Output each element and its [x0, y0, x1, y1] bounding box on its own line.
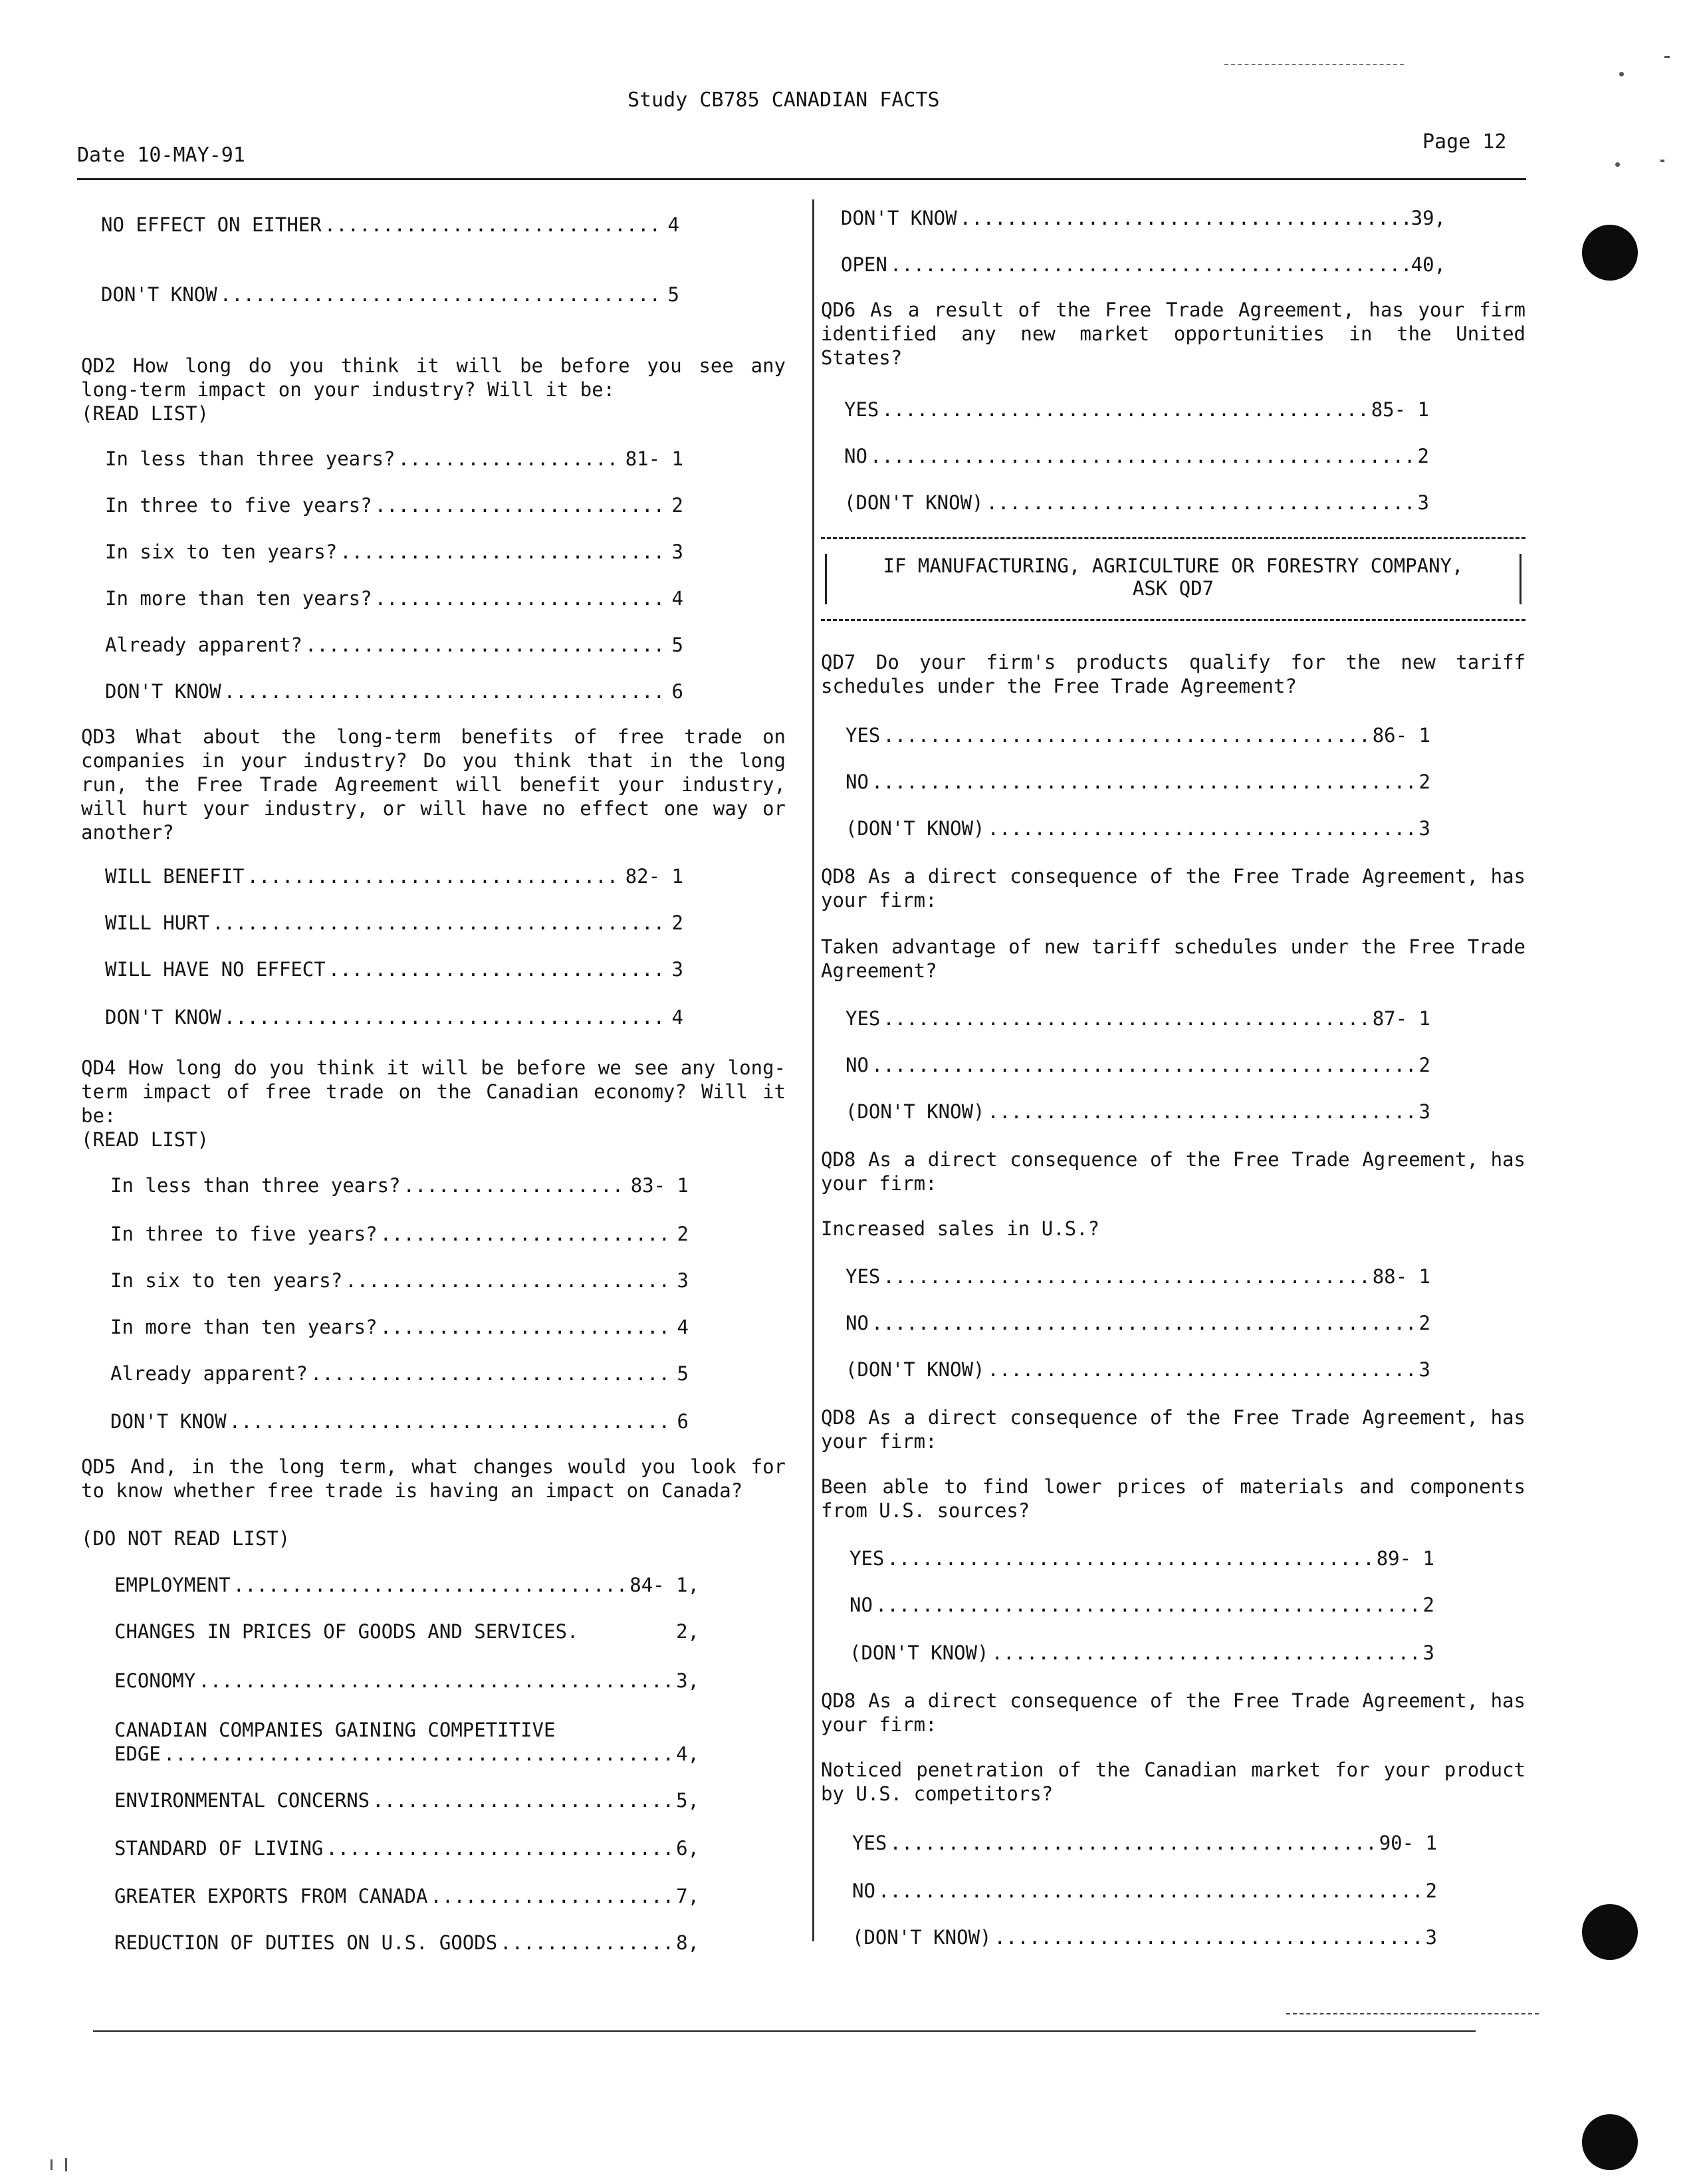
option-dont-know: DON'T KNOW ..... 6 [110, 1409, 689, 1433]
option-no: NO ..... 2 [846, 1053, 1430, 1077]
option-yes: YES ..... 88- 1 [846, 1265, 1430, 1288]
punch-hole [1582, 1904, 1638, 1960]
skip-instruction-line1: IF MANUFACTURING, AGRICULTURE OR FORESTRY COMPANY, [883, 554, 1464, 577]
option-prices: CHANGES IN PRICES OF GOODS AND SERVICES. 2, [114, 1620, 699, 1643]
option-standard-of-living: STANDARD OF LIVING ..... 6, [114, 1836, 699, 1860]
option-six-to-ten: In six to ten years? ..... 3 [105, 540, 683, 564]
question-qd3: QD3 What about the long-term benefits of free trade on companies in your industry? Do you think that in the long run, the Free Trade Agreement will benefit your industry, will hurt your industry, or will have no effect one way or another? [81, 725, 786, 844]
option-no: NO ..... 2 [849, 1593, 1434, 1617]
question-qd8-item: Increased sales in U.S.? [821, 1217, 1100, 1240]
footer-dashed-rule [1286, 2013, 1539, 2014]
scan-mark [1619, 72, 1624, 76]
option-open: OPEN ..... 40, [841, 253, 1446, 277]
document-date: Date 10-MAY-91 [77, 144, 245, 167]
question-qd6: QD6 As a result of the Free Trade Agreement, has your firm identified any new market opportunities in the United States? [821, 299, 1525, 369]
option-reduction-of-duties: REDUCTION OF DUTIES ON U.S. GOODS ..... 8, [114, 1931, 699, 1955]
scan-mark [1660, 160, 1664, 162]
question-qd8-intro: QD8 As a direct consequence of the Free Trade Agreement, has your firm: [821, 1406, 1525, 1453]
scan-mark [1664, 56, 1670, 58]
question-qd5: QD5 And, in the long term, what changes would you look for to know whether free trade is having an impact on Canada? [81, 1455, 786, 1502]
option-already-apparent: Already apparent? ..... 5 [105, 633, 683, 657]
option-no: NO ..... 2 [844, 444, 1429, 468]
option-already-apparent: Already apparent? ..... 5 [110, 1362, 689, 1386]
option-environmental: ENVIRONMENTAL CONCERNS ..... 5, [114, 1788, 699, 1812]
option-greater-exports: GREATER EXPORTS FROM CANADA ..... 7, [114, 1884, 699, 1908]
option-dont-know: (DON'T KNOW) ..... 3 [844, 491, 1429, 515]
question-qd8-intro: QD8 As a direct consequence of the Free Trade Agreement, has your firm: [821, 1689, 1525, 1736]
scan-mark [51, 2159, 53, 2170]
option-dont-know: DON'T KNOW ..... 6 [105, 679, 683, 703]
skip-instruction-line2: ASK QD7 [1132, 577, 1214, 600]
header-rule [77, 178, 1526, 180]
option-dont-know: (DON'T KNOW) ..... 3 [846, 1358, 1430, 1382]
option-no-effect-either: NO EFFECT ON EITHER ..... 4 [101, 213, 679, 237]
scan-mark [65, 2158, 67, 2171]
page-number: Page 12 [1422, 130, 1507, 154]
instruction-do-not-read-list: (DO NOT READ LIST) [81, 1527, 290, 1550]
option-yes: YES ..... 89- 1 [849, 1546, 1434, 1570]
scan-mark [1224, 64, 1404, 65]
option-dont-know: (DON'T KNOW) ..... 3 [846, 816, 1430, 840]
option-dont-know: (DON'T KNOW) ..... 3 [852, 1925, 1437, 1949]
option-three-to-five: In three to five years? ..... 2 [110, 1222, 689, 1246]
option-competitive-edge-line1: CANADIAN COMPANIES GAINING COMPETITIVE [114, 1719, 556, 1741]
question-qd7: QD7 Do your firm's products qualify for the new tariff schedules under the Free Trade Agreement? [821, 651, 1525, 697]
option-employment: EMPLOYMENT ..... 84- 1, [114, 1573, 699, 1597]
option-no-effect: WILL HAVE NO EFFECT ..... 3 [105, 957, 683, 981]
question-qd8-intro: QD8 As a direct consequence of the Free Trade Agreement, has your firm: [821, 1148, 1525, 1195]
option-yes: YES ..... 90- 1 [852, 1831, 1437, 1855]
punch-hole [1582, 2114, 1638, 2170]
option-no: NO ..... 2 [846, 770, 1430, 794]
option-three-to-five: In three to five years? ..... 2 [105, 493, 683, 517]
option-will-hurt: WILL HURT ..... 2 [105, 911, 683, 935]
question-qd2: QD2 How long do you think it will be before you see any long-term impact on your industry? Will it be: [81, 354, 786, 401]
option-will-benefit: WILL BENEFIT ..... 82- 1 [105, 864, 683, 888]
question-qd4: QD4 How long do you think it will be before we see any long-term impact of free trade on the Canadian economy? Will it be: [81, 1056, 786, 1127]
option-dont-know: DON'T KNOW ..... 39, [841, 206, 1446, 230]
question-qd8-item: Noticed penetration of the Canadian market for your product by U.S. competitors? [821, 1759, 1525, 1805]
option-dont-know: (DON'T KNOW) ..... 3 [846, 1100, 1430, 1124]
option-six-to-ten: In six to ten years? ..... 3 [110, 1269, 689, 1292]
option-more-than-ten: In more than ten years? ..... 4 [110, 1315, 689, 1339]
option-yes: YES ..... 85- 1 [844, 398, 1429, 422]
question-qd8-intro: QD8 As a direct consequence of the Free Trade Agreement, has your firm: [821, 865, 1525, 911]
footer-rule [93, 2030, 1476, 2032]
instruction-read-list: (READ LIST) [81, 1128, 209, 1151]
option-yes: YES ..... 87- 1 [846, 1007, 1430, 1031]
punch-hole [1582, 225, 1638, 281]
option-competitive-edge: EDGE ..... 4, [114, 1742, 699, 1766]
option-no: NO ..... 2 [852, 1879, 1437, 1903]
option-less-than-three: In less than three years? ..... 81- 1 [105, 447, 683, 471]
document-title: Study CB785 CANADIAN FACTS [627, 88, 940, 112]
column-divider [812, 199, 814, 1941]
question-qd8-item: Taken advantage of new tariff schedules under the Free Trade Agreement? [821, 935, 1525, 982]
option-more-than-ten: In more than ten years? ..... 4 [105, 586, 683, 610]
option-dont-know: DON'T KNOW ..... 4 [105, 1005, 683, 1029]
option-dont-know: DON'T KNOW ..... 5 [101, 283, 679, 306]
skip-instruction-box [821, 537, 1525, 621]
question-qd8-item: Been able to find lower prices of materials and components from U.S. sources? [821, 1475, 1525, 1522]
option-no: NO ..... 2 [846, 1311, 1430, 1335]
instruction-read-list: (READ LIST) [81, 402, 209, 425]
option-yes: YES ..... 86- 1 [846, 723, 1430, 747]
option-less-than-three: In less than three years? ..... 83- 1 [110, 1173, 689, 1197]
scan-mark [1615, 162, 1620, 167]
option-dont-know: (DON'T KNOW) ..... 3 [849, 1641, 1434, 1665]
option-economy: ECONOMY ..... 3, [114, 1669, 699, 1693]
